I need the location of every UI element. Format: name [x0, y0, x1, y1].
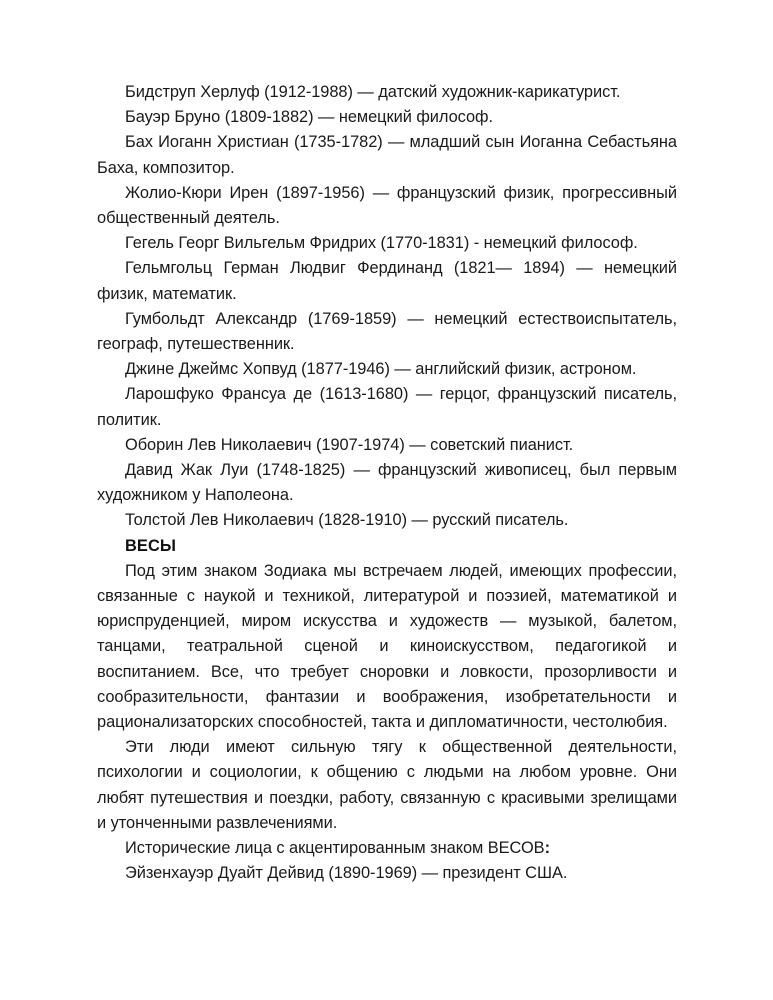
biography-entry: Гельмгольц Герман Людвиг Фердинанд (1821— 1894) — немецкий физик, математик.: [97, 259, 677, 303]
biography-entry: Жолио-Кюри Ирен (1897-1956) — французский физик, прогрессивный общественный деятель.: [97, 183, 677, 228]
biography-entry: Ларошфуко Франсуа де (1613-1680) — герцог, французский писатель, политик.: [97, 385, 677, 429]
section-heading-libra: ВЕСЫ: [125, 536, 177, 555]
historical-figures-intro-text: Исторические лица с акцентированным знаком ВЕСОВ: [125, 839, 545, 858]
libra-description-paragraph: Эти люди имеют сильную тягу к общественной деятельности, психологии и социологии, к общению с людьми на любом уровне. Они любят путешествия и поездки, работу, связанную с красивыми зрелищами и утонченными развлечениями.: [97, 738, 677, 832]
biography-entry: Оборин Лев Николаевич (1907-1974) — советский пианист.: [125, 435, 574, 454]
historical-figures-intro: [97, 836, 677, 861]
text-column: [97, 80, 677, 887]
historical-figures-intro-colon: :: [544, 839, 550, 858]
biography-entry: Давид Жак Луи (1748-1825) — французский живописец, был первым художником у Наполеона.: [97, 461, 677, 505]
biography-entry: Бидструп Херлуф (1912-1988) — датский художник-карикатурист.: [125, 83, 621, 101]
biography-entry: Гегель Георг Вильгельм Фридрих (1770-1831) - немецкий философ.: [125, 234, 638, 253]
biography-entry: Бауэр Бруно (1809-1882) — немецкий философ.: [125, 108, 494, 127]
biography-entry: Толстой Лев Николаевич (1828-1910) — русский писатель.: [125, 511, 569, 530]
biography-entry: Гумбольдт Александр (1769-1859) — немецкий естествоиспытатель, географ, путешественник.: [97, 309, 677, 354]
libra-description-paragraph: Под этим знаком Зодиака мы встречаем людей, имеющих профессии, связанные с наукой и техникой, литературой и поэзией, математикой и юриспруденцией, миром искусства и художеств — музыкой, балетом, танцами, театральной сценой и киноискусством, педагогикой и воспитанием. Все, что требует сноровки и ловкости, прозорливости и сообразительности, фантазии и воображения, изобретательности и рационализаторских способностей, такта и дипломатичности, честолюбия.: [97, 561, 677, 732]
biography-entry: Бах Иоганн Христиан (1735-1782) — младший сын Иоганна Себастьяна Баха, композитор.: [97, 133, 677, 177]
biography-entry: Джине Джеймс Хопвуд (1877-1946) — английский физик, астроном.: [125, 360, 637, 379]
historical-figure-entry: Эйзенхауэр Дуайт Дейвид (1890-1969) — президент США.: [125, 864, 568, 883]
